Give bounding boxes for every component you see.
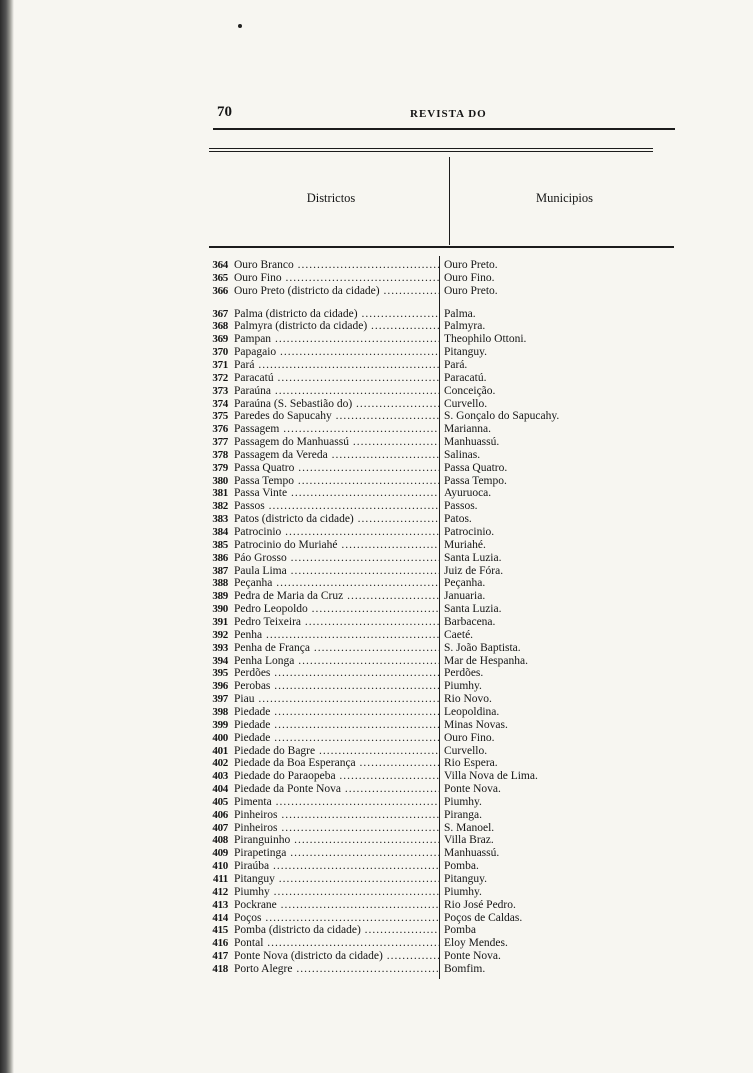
municipio-name: Piranga. [444, 808, 483, 821]
municipio-name: Ayuruoca. [444, 487, 492, 500]
table-row [0, 487, 753, 500]
table-row [0, 847, 753, 860]
district-name: Piumhy ..... [234, 886, 439, 899]
row-number: 390 [212, 603, 228, 616]
row-number: 387 [212, 564, 228, 577]
municipio-name: Ouro Fino. [444, 731, 495, 744]
column-header-districts: Districtos [306, 191, 356, 205]
district-name: Paula Lima ..... [234, 565, 439, 578]
district-name: Pinheiros ..... [234, 809, 439, 822]
header-rule [213, 128, 675, 130]
row-number: 382 [212, 500, 228, 513]
district-name: Pará ..... [234, 359, 439, 372]
municipio-name: S. Manoel. [444, 821, 495, 834]
municipio-name: Barbacena. [444, 616, 496, 628]
municipio-name: Santa Luzia. [444, 551, 502, 564]
municipio-name: Perdões. [444, 667, 484, 680]
table-row [0, 475, 753, 488]
district-name: Penha ..... [234, 629, 439, 642]
column-header-municipios: Municipios [536, 191, 593, 205]
table-row [0, 410, 753, 423]
district-name: Peçanha ..... [234, 577, 439, 590]
district-name: Piedade do Paraopeba ..... [234, 770, 439, 783]
district-name: Piedade da Ponte Nova ..... [234, 783, 439, 796]
municipio-name: Patos. [444, 513, 472, 526]
district-name: Patrocinio ..... [234, 526, 439, 539]
district-name: Piedade ..... [234, 719, 439, 732]
municipio-name: Villa Nova de Lima. [444, 770, 538, 783]
table-row [0, 873, 753, 886]
row-number: 403 [212, 770, 228, 783]
row-number: 396 [212, 680, 228, 693]
row-number: 374 [212, 397, 228, 410]
row-number: 385 [212, 538, 228, 551]
district-name: Passa Quatro ..... [234, 462, 439, 475]
municipio-name: Curvello. [444, 397, 488, 410]
row-number: 373 [212, 384, 228, 397]
municipio-name: Paracatú. [444, 371, 487, 384]
municipio-name: Rio Novo. [444, 693, 492, 705]
district-name: Pockrane ..... [234, 899, 439, 912]
row-number: 407 [212, 821, 228, 834]
row-number: 386 [212, 551, 228, 564]
table-row [0, 616, 753, 629]
table-row [0, 719, 753, 732]
municipio-name: Piumhy. [444, 795, 482, 808]
row-number: 377 [212, 436, 228, 448]
municipio-name: Pitanguy. [444, 872, 488, 885]
table-row [0, 423, 753, 436]
table-row [0, 706, 753, 719]
district-name: Piau ..... [234, 693, 439, 706]
table-row [0, 886, 753, 899]
row-number: 402 [212, 757, 228, 770]
district-name: Pedro Teixeira ..... [234, 616, 439, 629]
district-name: Pedra de Maria da Cruz ..... [234, 590, 439, 603]
table-row [0, 552, 753, 565]
district-name: Passagem da Vereda ..... [234, 449, 439, 462]
table-row [0, 924, 753, 937]
row-number: 376 [212, 423, 228, 436]
district-name: Paraúna (S. Sebastião do) ..... [234, 398, 439, 411]
row-number: 375 [212, 410, 228, 423]
district-name: Pampan ..... [234, 333, 439, 346]
district-name: Pedro Leopoldo ..... [234, 603, 439, 616]
row-number: 412 [212, 885, 228, 898]
municipio-name: Manhuassú. [444, 847, 500, 860]
table-row [0, 359, 753, 372]
row-number: 381 [212, 487, 228, 500]
district-name: Perobas ..... [234, 680, 439, 693]
table-row [0, 809, 753, 822]
municipio-name: Minas Novas. [444, 718, 508, 731]
row-number: 395 [212, 667, 228, 680]
table-row [0, 603, 753, 616]
district-name: Passagem ..... [234, 423, 439, 436]
table-row [0, 320, 753, 333]
district-name: Passos ..... [234, 500, 439, 513]
table-row [0, 745, 753, 758]
district-name: Ponte Nova (districto da cidade) ..... [234, 950, 439, 963]
municipio-name: Salinas. [444, 448, 481, 461]
table-row [0, 757, 753, 770]
row-number: 416 [212, 937, 228, 950]
table-row [0, 308, 753, 321]
page-number: 70 [217, 104, 232, 120]
row-number: 415 [212, 924, 228, 937]
municipio-name: Theophilo Ottoni. [444, 333, 527, 346]
municipio-name: Piumhy. [444, 680, 482, 693]
municipio-name: Ponte Nova. [444, 783, 501, 795]
row-number: 391 [212, 616, 228, 628]
row-number: 397 [212, 693, 228, 705]
municipio-name: Leopoldina. [444, 705, 500, 718]
municipio-name: Pomba [444, 924, 476, 937]
district-name: Patrocinio do Muriahé ..... [234, 539, 439, 552]
municipio-name: Caeté. [444, 628, 474, 641]
district-name: Paracatú ..... [234, 372, 439, 385]
municipio-name: Muriahé. [444, 538, 486, 551]
table-row [0, 912, 753, 925]
table-row [0, 539, 753, 552]
row-number: 368 [212, 320, 228, 333]
row-number: 418 [212, 962, 228, 975]
district-name: Papagaio ..... [234, 346, 439, 359]
row-number: 398 [212, 705, 228, 718]
row-number: 411 [213, 872, 228, 885]
table-row [0, 937, 753, 950]
district-name: Palma (districto da cidade) ..... [234, 308, 439, 321]
row-number: 389 [212, 590, 228, 603]
table-row [0, 899, 753, 912]
municipio-name: Rio Espera. [444, 757, 498, 770]
table-row [0, 950, 753, 963]
municipio-name: Piumhy. [444, 885, 482, 898]
municipio-name: S. João Baptista. [444, 641, 521, 654]
municipio-name: Pará. [444, 358, 468, 371]
running-head: REVISTA DO [410, 108, 487, 120]
district-name: Piedade ..... [234, 732, 439, 745]
ink-speck [238, 24, 242, 28]
municipio-name: Santa Luzia. [444, 603, 502, 616]
municipio-name: Marianna. [444, 423, 491, 436]
row-number: 367 [212, 307, 228, 320]
municipio-name: Pitanguy. [444, 346, 488, 359]
table-row [0, 272, 753, 285]
table-row [0, 680, 753, 693]
municipio-name: Ouro Preto. [444, 284, 498, 297]
district-name: Piedade do Bagre ..... [234, 745, 439, 758]
district-name: Pinheiros ..... [234, 822, 439, 835]
municipio-name: Patrocinio. [444, 526, 495, 538]
district-name: Páo Grosso ..... [234, 552, 439, 565]
district-name: Passa Tempo ..... [234, 475, 439, 488]
table-row [0, 526, 753, 539]
district-name: Penha Longa ..... [234, 655, 439, 668]
municipio-name: Peçanha. [444, 577, 486, 590]
row-number: 399 [212, 718, 228, 731]
table-row [0, 565, 753, 578]
district-name: Pitanguy ..... [234, 873, 439, 886]
table-row [0, 449, 753, 462]
municipio-name: Poços de Caldas. [444, 911, 523, 924]
row-number: 365 [212, 271, 228, 284]
table-row [0, 333, 753, 346]
municipio-name: Manhuassú. [444, 436, 500, 448]
table-row [0, 963, 753, 976]
table-row [0, 860, 753, 873]
table-row [0, 500, 753, 513]
row-number: 371 [212, 358, 228, 371]
row-number: 384 [212, 526, 228, 538]
table-row [0, 259, 753, 272]
row-number: 394 [212, 654, 228, 667]
district-name: Pomba (districto da cidade) ..... [234, 924, 439, 937]
table-row [0, 590, 753, 603]
municipio-name: Bomfim. [444, 962, 486, 975]
district-name: Poços ..... [234, 912, 439, 925]
municipio-name: Passa Quatro. [444, 461, 508, 474]
municipio-name: Conceição. [444, 384, 496, 397]
table-row [0, 834, 753, 847]
row-number: 378 [212, 448, 228, 461]
table-row [0, 385, 753, 398]
table-header-rule [209, 246, 674, 248]
table-row [0, 667, 753, 680]
municipio-name: Mar de Hespanha. [444, 654, 528, 667]
row-number: 404 [212, 783, 228, 795]
district-name: Passa Vinte ..... [234, 487, 439, 500]
table-row [0, 655, 753, 668]
table-row [0, 770, 753, 783]
table-top-rule [209, 148, 653, 155]
row-number: 408 [212, 834, 228, 847]
district-name: Pirapetinga ..... [234, 847, 439, 860]
row-number: 383 [212, 513, 228, 526]
row-number: 400 [212, 731, 228, 744]
district-name: Ouro Preto (districto da cidade) ..... [234, 285, 439, 298]
municipio-name: Passa Tempo. [444, 474, 507, 487]
row-number: 379 [212, 461, 228, 474]
table-row [0, 462, 753, 475]
table-row [0, 436, 753, 449]
district-name: Piranguinho ..... [234, 834, 439, 847]
district-name: Piedade ..... [234, 706, 439, 719]
table-row [0, 642, 753, 655]
table-row [0, 783, 753, 796]
row-number: 392 [212, 628, 228, 641]
municipio-name: S. Gonçalo do Sapucahy. [444, 410, 560, 423]
district-name: Piedade da Boa Esperança ..... [234, 757, 439, 770]
municipio-name: Pomba. [444, 860, 479, 873]
row-number: 393 [212, 641, 228, 654]
row-number: 413 [212, 898, 228, 911]
municipio-name: Passos. [444, 500, 478, 513]
row-number: 414 [212, 911, 228, 924]
district-name: Ouro Branco ..... [234, 259, 439, 272]
district-name: Passagem do Manhuassú ..... [234, 436, 439, 449]
district-name: Piraúba ..... [234, 860, 439, 873]
row-number: 370 [212, 346, 228, 359]
municipio-name: Palma. [444, 307, 476, 320]
municipio-name: Ouro Preto. [444, 259, 498, 271]
district-name: Paredes do Sapucahy ..... [234, 410, 439, 423]
row-number: 366 [212, 284, 228, 297]
municipio-name: Ponte Nova. [444, 950, 501, 962]
row-number: 369 [212, 333, 228, 346]
row-number: 372 [212, 371, 228, 384]
row-number: 406 [212, 808, 228, 821]
municipio-name: Juiz de Fóra. [444, 564, 504, 577]
municipio-name: Villa Braz. [444, 834, 494, 847]
district-name: Pimenta ..... [234, 796, 439, 809]
table-row [0, 693, 753, 706]
district-name: Penha de França ..... [234, 642, 439, 655]
municipio-name: Januaria. [444, 590, 486, 603]
table-row [0, 796, 753, 809]
table-row [0, 285, 753, 298]
table-row [0, 577, 753, 590]
district-name: Patos (districto da cidade) ..... [234, 513, 439, 526]
row-number: 410 [212, 860, 228, 873]
table-row [0, 513, 753, 526]
district-name: Pontal ..... [234, 937, 439, 950]
table-row [0, 822, 753, 835]
table-row [0, 372, 753, 385]
table-row [0, 629, 753, 642]
district-name: Paraúna ..... [234, 385, 439, 398]
municipio-name: Eloy Mendes. [444, 937, 508, 950]
municipio-name: Curvello. [444, 744, 488, 757]
row-number: 380 [212, 474, 228, 487]
municipio-name: Ouro Fino. [444, 271, 495, 284]
district-name: Palmyra (districto da cidade) ..... [234, 320, 439, 333]
municipio-name: Palmyra. [444, 320, 486, 333]
table-row [0, 398, 753, 411]
row-number: 405 [212, 795, 228, 808]
district-name: Ouro Fino ..... [234, 272, 439, 285]
table-row [0, 732, 753, 745]
row-number: 364 [212, 259, 228, 271]
row-number: 401 [212, 744, 228, 757]
district-name: Perdões ..... [234, 667, 439, 680]
row-number: 417 [212, 950, 228, 962]
table-row [0, 346, 753, 359]
municipio-name: Rio José Pedro. [444, 898, 516, 911]
row-number: 388 [212, 577, 228, 590]
row-number: 409 [212, 847, 228, 860]
district-name: Porto Alegre ..... [234, 963, 439, 976]
